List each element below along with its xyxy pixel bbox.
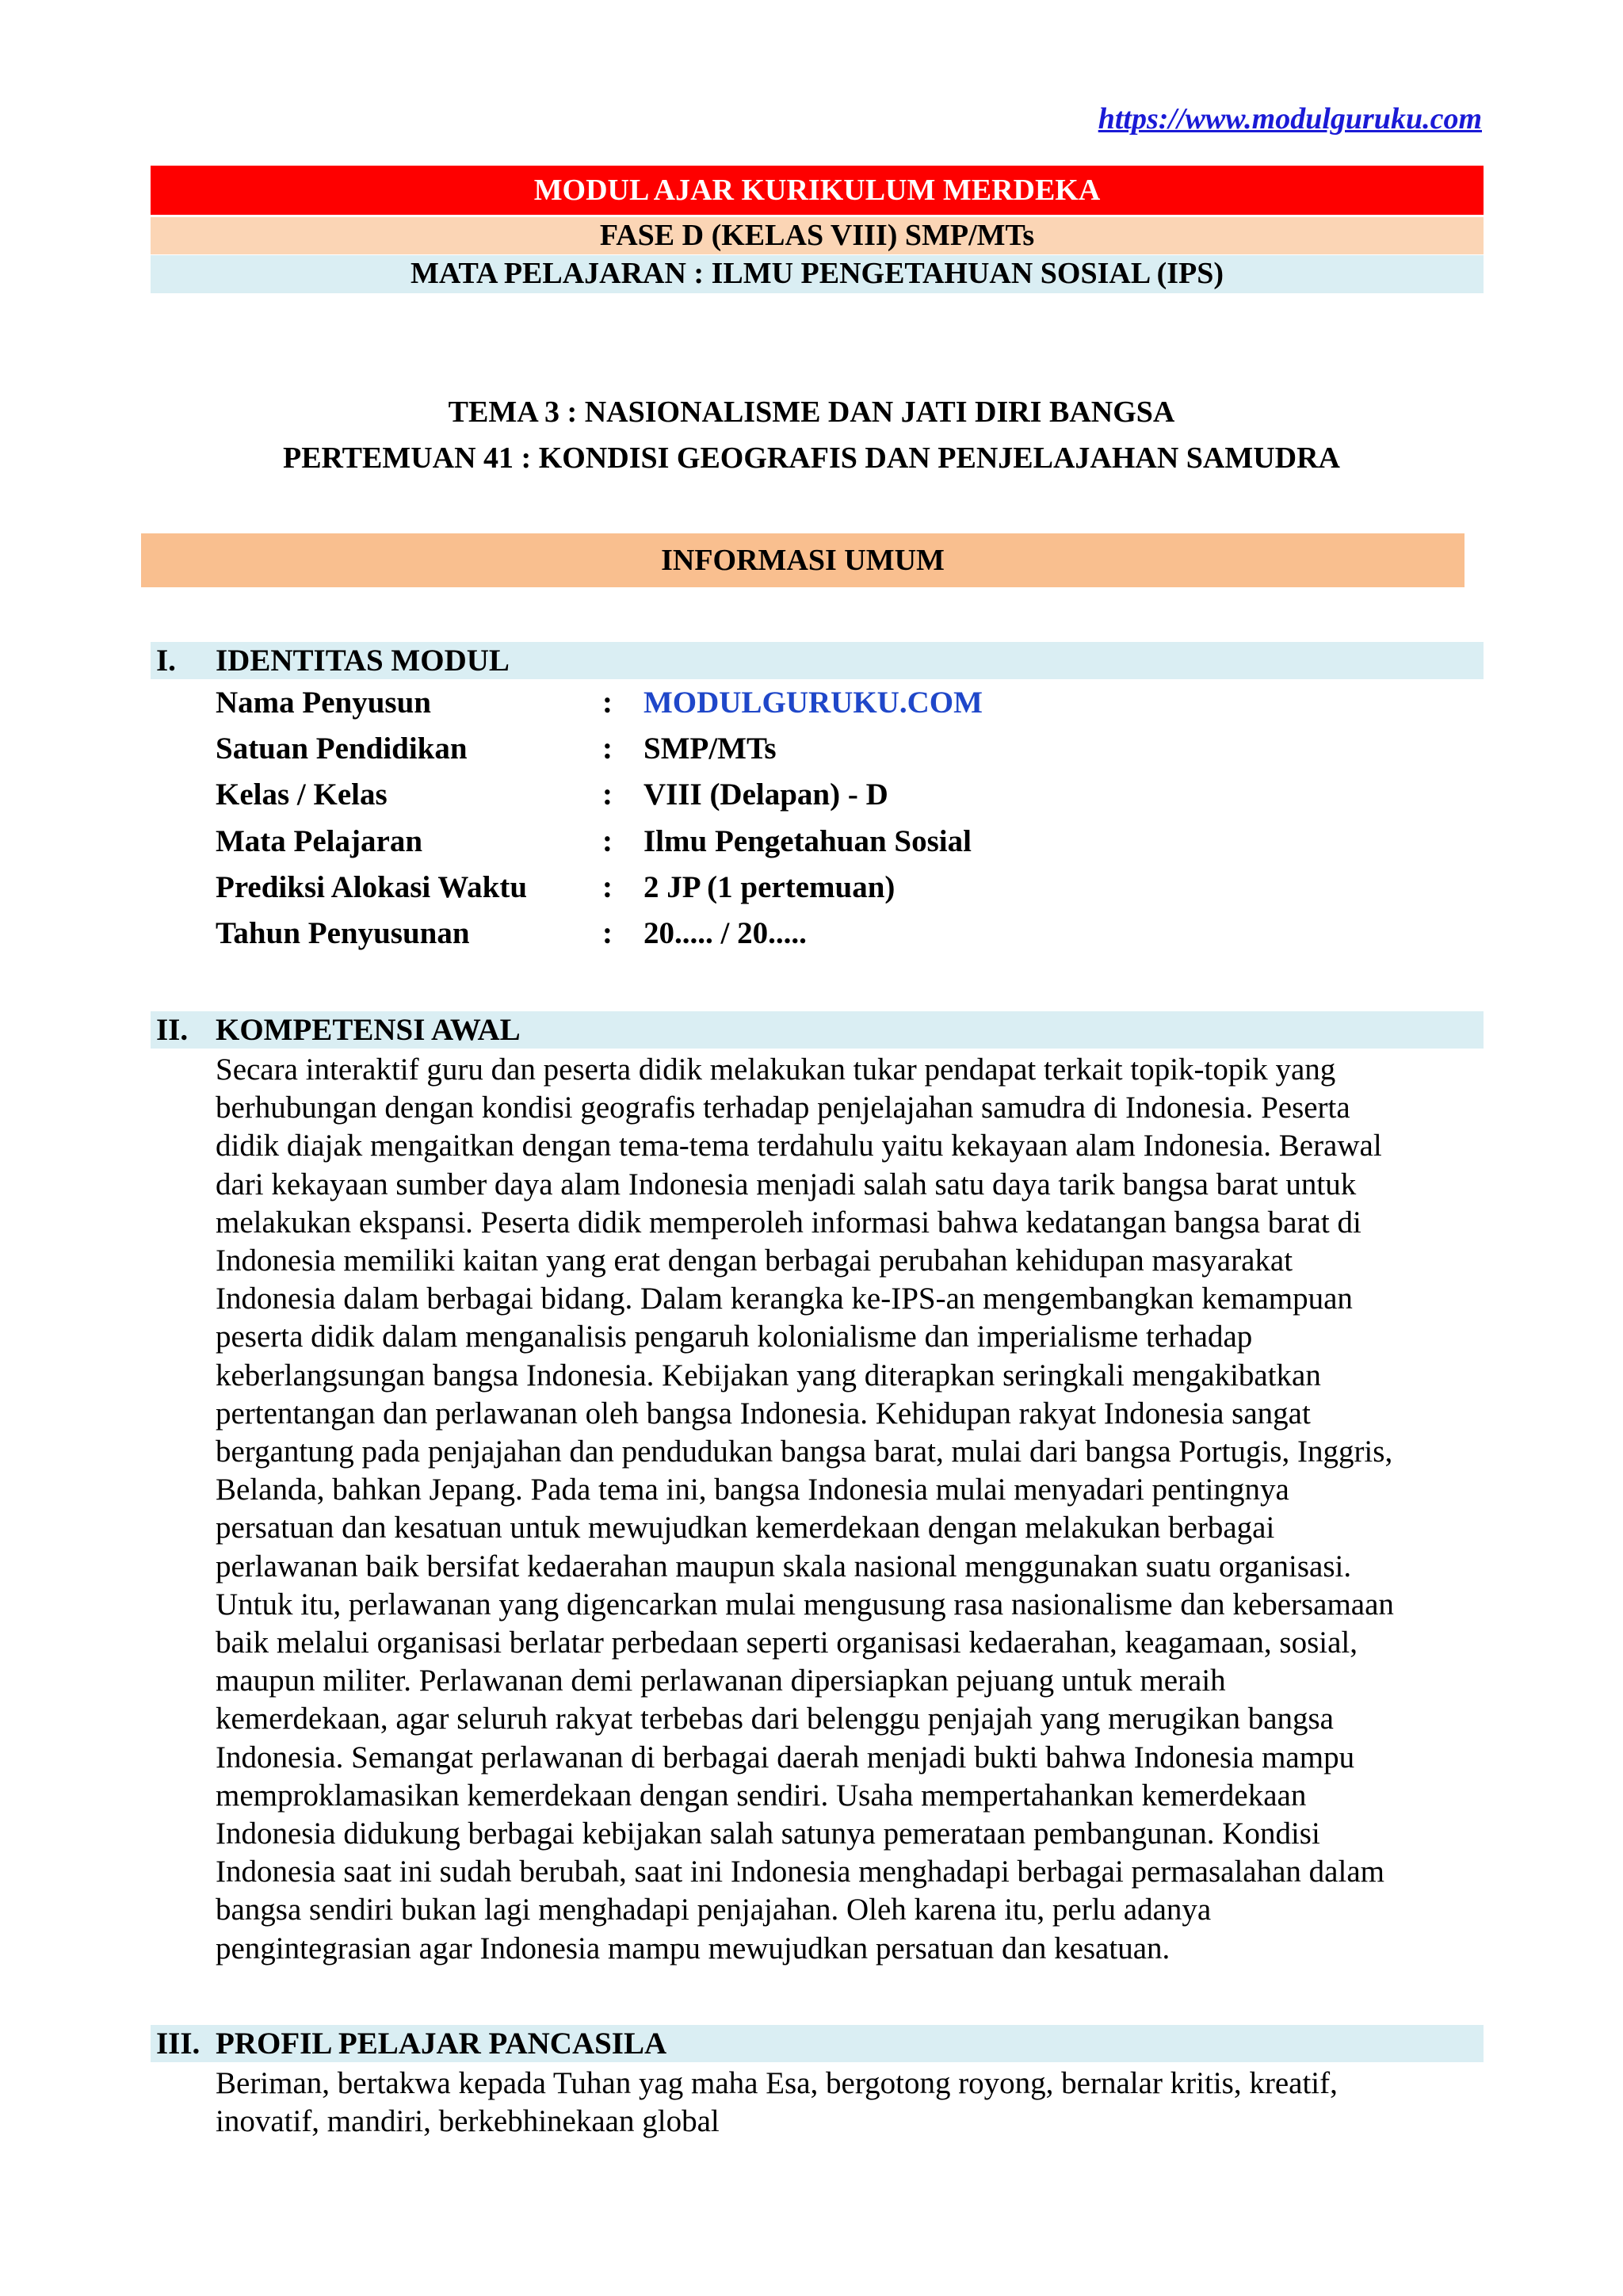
identity-value: Ilmu Pengetahuan Sosial — [643, 823, 972, 858]
text-line: memproklamasikan kemerdekaan dengan sendiri. Usaha mempertahankan kemerdekaan — [216, 1778, 1307, 1813]
identity-separator: : — [602, 732, 613, 766]
text-line: peserta didik dalam menganalisis pengaruh kolonialisme dan imperialisme terhadap — [216, 1320, 1253, 1354]
text-line: inovatif, mandiri, berkebhinekaan global — [216, 2104, 720, 2139]
text-line: didik diajak mengaitkan dengan tema-tema terdahulu yaitu kekayaan alam Indonesia. Berawal — [216, 1129, 1382, 1163]
text-line: Untuk itu, perlawanan yang digencarkan mulai mengusung rasa nasionalisme dan kebersamaan — [216, 1587, 1394, 1622]
section-number: III. — [156, 2027, 200, 2061]
identity-value: SMP/MTs — [643, 732, 777, 766]
text-line: bergantung pada penjajahan dan pendudukan bangsa barat, mulai dari bangsa Portugis, Inggris, — [216, 1435, 1393, 1469]
text-line: bangsa sendiri bukan lagi menghadapi penjajahan. Oleh karena itu, perlu adanya — [216, 1893, 1212, 1927]
text-line: Secara interaktif guru dan peserta didik melakukan tukar pendapat terkait topik-topik yang — [216, 1052, 1336, 1087]
section-title: KOMPETENSI AWAL — [216, 1013, 521, 1047]
text-line: Belanda, bahkan Jepang. Pada tema ini, bangsa Indonesia mulai menyadari pentingnya — [216, 1473, 1289, 1507]
general-info-heading: INFORMASI UMUM — [141, 533, 1465, 587]
theme-title: TEMA 3 : NASIONALISME DAN JATI DIRI BANGSA — [448, 395, 1175, 429]
identity-separator: : — [602, 869, 613, 904]
text-line: Indonesia didukung berbagai kebijakan salah satunya pemerataan pembangunan. Kondisi — [216, 1817, 1320, 1851]
text-line: maupun militer. Perlawanan demi perlawanan dipersiapkan pejuang untuk meraih — [216, 1664, 1226, 1698]
identity-label: Kelas / Kelas — [216, 777, 388, 812]
text-line: Indonesia. Semangat perlawanan di berbagai daerah menjadi bukti bahwa Indonesia mampu — [216, 1740, 1355, 1775]
text-line: dari kekayaan sumber daya alam Indonesia menjadi salah satu daya tarik bangsa barat untuk — [216, 1167, 1357, 1201]
meeting-title: PERTEMUAN 41 : KONDISI GEOGRAFIS DAN PENJELAJAHAN SAMUDRA — [282, 441, 1340, 475]
identity-separator: : — [602, 777, 613, 812]
identity-value: 2 JP (1 pertemuan) — [643, 869, 896, 904]
text-line: baik melalui organisasi berlatar perbedaan seperti organisasi kedaerahan, keagamaan, sosial, — [216, 1626, 1358, 1660]
text-line: Indonesia memiliki kaitan yang erat dengan berbagai perubahan kehidupan masyarakat — [216, 1244, 1293, 1278]
section-title: PROFIL PELAJAR PANCASILA — [216, 2027, 667, 2061]
text-line: Indonesia dalam berbagai bidang. Dalam kerangka ke-IPS-an mengembangkan kemampuan — [216, 1282, 1353, 1316]
section-identitas-heading — [151, 642, 1484, 679]
identity-label: Nama Penyusun — [216, 686, 431, 720]
text-line: persatuan dan kesatuan untuk mewujudkan kemerdekaan dengan melakukan berbagai — [216, 1511, 1275, 1545]
text-line: pengintegrasian agar Indonesia mampu mewujudkan persatuan dan kesatuan. — [216, 1931, 1170, 1966]
section-title: IDENTITAS MODUL — [216, 644, 510, 678]
text-line: keberlangsungan bangsa Indonesia. Kebijakan yang diterapkan seringkali mengakibatkan — [216, 1358, 1321, 1392]
identity-label: Satuan Pendidikan — [216, 732, 468, 766]
identity-separator: : — [602, 916, 613, 950]
section-number: I. — [156, 644, 176, 678]
text-line: kemerdekaan, agar seluruh rakyat terbebas dari belenggu penjajah yang merugikan bangsa — [216, 1702, 1334, 1736]
section-kompetensi-heading — [151, 1011, 1484, 1049]
identity-separator: : — [602, 686, 613, 720]
identity-value: VIII (Delapan) - D — [643, 777, 888, 812]
text-line: Beriman, bertakwa kepada Tuhan yag maha Esa, bergotong royong, bernalar kritis, kreatif, — [216, 2066, 1338, 2100]
identity-label: Mata Pelajaran — [216, 823, 423, 858]
subject-band: MATA PELAJARAN : ILMU PENGETAHUAN SOSIAL (IPS) — [151, 255, 1484, 293]
section-number: II. — [156, 1013, 189, 1047]
website-link[interactable]: https://www.modulguruku.com — [1098, 102, 1482, 136]
profil-paragraph — [216, 2065, 1484, 2141]
module-title-band: MODUL AJAR KURIKULUM MERDEKA — [151, 166, 1484, 215]
phase-band: FASE D (KELAS VIII) SMP/MTs — [151, 217, 1484, 254]
text-line: Indonesia saat ini sudah berubah, saat ini Indonesia menghadapi berbagai permasalahan dalam — [216, 1855, 1384, 1889]
section-profil-heading — [151, 2025, 1484, 2062]
identity-label: Prediksi Alokasi Waktu — [216, 869, 528, 904]
identity-label: Tahun Penyusunan — [216, 916, 470, 950]
identity-separator: : — [602, 823, 613, 858]
text-line: perlawanan baik bersifat kedaerahan maupun skala nasional menggunakan suatu organisasi. — [216, 1549, 1352, 1584]
text-line: berhubungan dengan kondisi geografis terhadap penjelajahan samudra di Indonesia. Peserta — [216, 1091, 1350, 1125]
identity-value: MODULGURUKU.COM — [643, 686, 983, 720]
text-line: melakukan ekspansi. Peserta didik memperoleh informasi bahwa kedatangan bangsa barat di — [216, 1205, 1361, 1240]
kompetensi-paragraph — [216, 1051, 1484, 1968]
identity-value: 20..... / 20..... — [643, 916, 807, 950]
text-line: pertentangan dan perlawanan oleh bangsa Indonesia. Kehidupan rakyat Indonesia sangat — [216, 1396, 1311, 1431]
